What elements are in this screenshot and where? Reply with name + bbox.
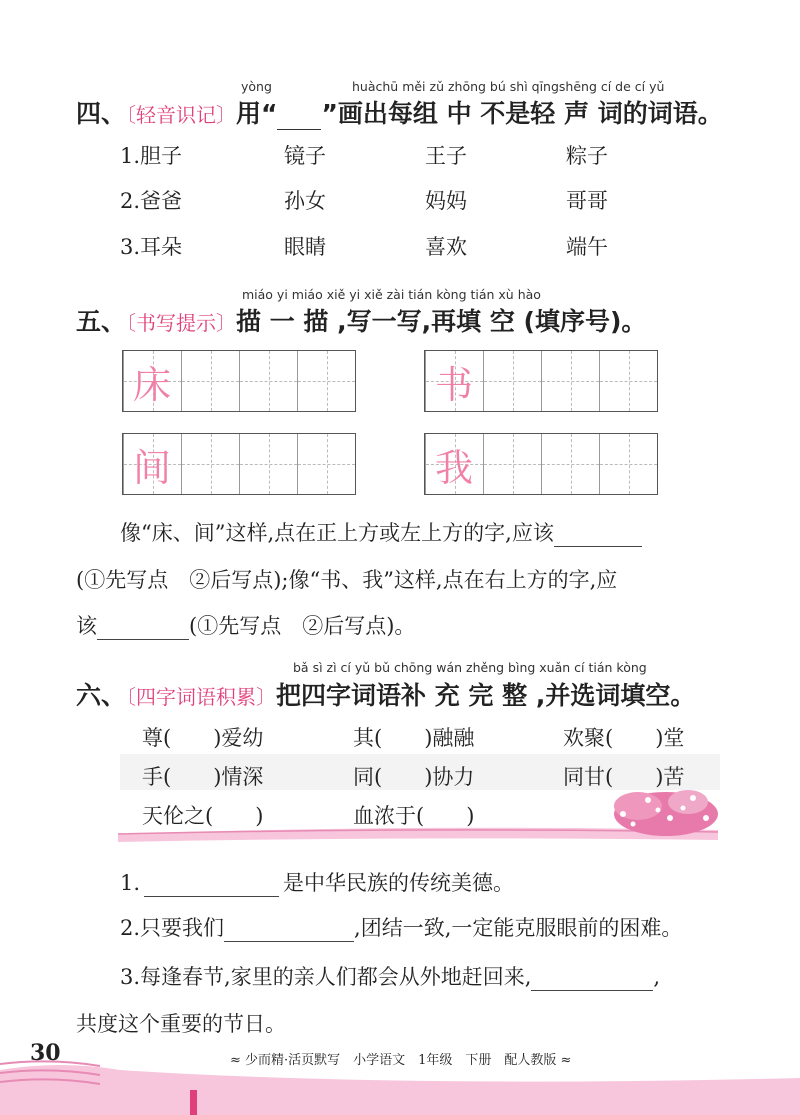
idiom-2[interactable]: 其( )融融: [353, 726, 475, 750]
instruction-part2: ”画出每组 中 不是轻 声 词的词语。: [321, 99, 723, 128]
section-tag: 〔四字词语积累〕: [126, 685, 277, 709]
section-tag: 〔轻音识记〕: [126, 103, 237, 127]
word-1-2[interactable]: 镜子: [284, 144, 326, 168]
word-3-4[interactable]: 端午: [566, 235, 608, 259]
question-text: ,团结一致,一定能克服眼前的困难。: [354, 916, 683, 940]
idiom-8[interactable]: 血浓于( ): [353, 804, 475, 828]
writing-grid-jian[interactable]: [122, 433, 356, 495]
question-1: [120, 867, 514, 897]
question-text: ,: [653, 965, 661, 989]
answer-blank-1[interactable]: [554, 524, 642, 547]
footer-text: ≈ 少而精·活页默写 小学语文 1年级 下册 配人教版 ≈: [230, 1053, 572, 1068]
trace-char: 书: [434, 362, 473, 407]
section-4-heading: [76, 94, 723, 130]
word-2-2[interactable]: 孙女: [284, 189, 326, 213]
idiom-5[interactable]: 同( )协力: [353, 765, 475, 789]
answer-blank-2[interactable]: [97, 617, 189, 640]
question-2: [120, 912, 682, 942]
word-2-3[interactable]: 妈妈: [425, 189, 467, 213]
section-number: 四、: [76, 99, 127, 128]
paragraph-text: 像“床、间”这样,点在正上方或左上方的字,应该: [120, 521, 554, 545]
idiom-7[interactable]: 天伦之( ): [142, 804, 264, 828]
word-1-4[interactable]: 粽子: [566, 144, 608, 168]
question-number: 1.: [120, 871, 141, 895]
idiom-6[interactable]: 同甘( )苦: [563, 765, 685, 789]
word-1-1[interactable]: 1.胆子: [120, 144, 183, 168]
word-1-3[interactable]: 王子: [425, 144, 467, 168]
trace-char: 床: [132, 362, 171, 407]
pinyin-line: huàchū měi zǔ zhōng bú shì qīngshēng cí de cí yǔ: [352, 79, 665, 94]
section-number: 六、: [76, 681, 127, 710]
paragraph-line-3: [76, 610, 415, 640]
word-2-1[interactable]: 2.爸爸: [120, 189, 183, 213]
answer-blank-q1[interactable]: [144, 874, 279, 897]
pinyin-line: bǎ sì zì cí yǔ bǔ chōng wán zhěng bìng xuǎn cí tián kòng: [293, 660, 647, 675]
flower-bush-decoration: [118, 784, 718, 844]
idiom-1[interactable]: 尊( )爱幼: [142, 726, 264, 750]
paragraph-line-1: [120, 517, 642, 547]
word-3-2[interactable]: 眼睛: [284, 235, 326, 259]
section-5-heading: [76, 302, 646, 338]
page-number: 30: [30, 1040, 61, 1066]
answer-blank-q2[interactable]: [224, 919, 354, 942]
section-6-heading: [76, 676, 695, 712]
word-3-1[interactable]: 3.耳朵: [120, 235, 183, 259]
question-3-cont: 共度这个重要的节日。: [76, 1012, 286, 1036]
question-text: 3.每逢春节,家里的亲人们都会从外地赶回来,: [120, 965, 532, 989]
paragraph-text: (①先写点 ②后写点)。: [189, 614, 416, 638]
paragraph-line-2: (①先写点 ②后写点);像“书、我”这样,点在右上方的字,应: [76, 568, 618, 592]
instruction: 描 一 描 ,写一写,再填 空 (填序号)。: [236, 307, 647, 336]
question-text: 是中华民族的传统美德。: [283, 871, 515, 895]
trace-char: 我: [434, 445, 473, 490]
section-number: 五、: [76, 307, 127, 336]
question-text: 2.只要我们: [120, 916, 225, 940]
instruction: 把四字词语补 充 完 整 ,并选词填空。: [276, 681, 696, 710]
trace-char: 间: [132, 445, 171, 490]
pinyin-line: miáo yi miáo xiě yi xiě zài tián kòng tián xù hào: [242, 287, 541, 302]
paragraph-text: 该: [76, 614, 97, 638]
writing-grid-wo[interactable]: [424, 433, 658, 495]
idiom-4[interactable]: 手( )情深: [142, 765, 264, 789]
pinyin-yong: yòng: [241, 79, 272, 94]
answer-blank-q3[interactable]: [531, 968, 653, 991]
underline-sample: [277, 107, 321, 130]
section-tag: 〔书写提示〕: [126, 311, 237, 335]
word-3-3[interactable]: 喜欢: [425, 235, 467, 259]
writing-grid-shu[interactable]: [424, 350, 658, 412]
question-3: [120, 961, 660, 991]
instruction-part1: 用“: [236, 99, 278, 128]
idiom-3[interactable]: 欢聚( )堂: [563, 726, 685, 750]
writing-grid-chuang[interactable]: [122, 350, 356, 412]
word-2-4[interactable]: 哥哥: [566, 189, 608, 213]
